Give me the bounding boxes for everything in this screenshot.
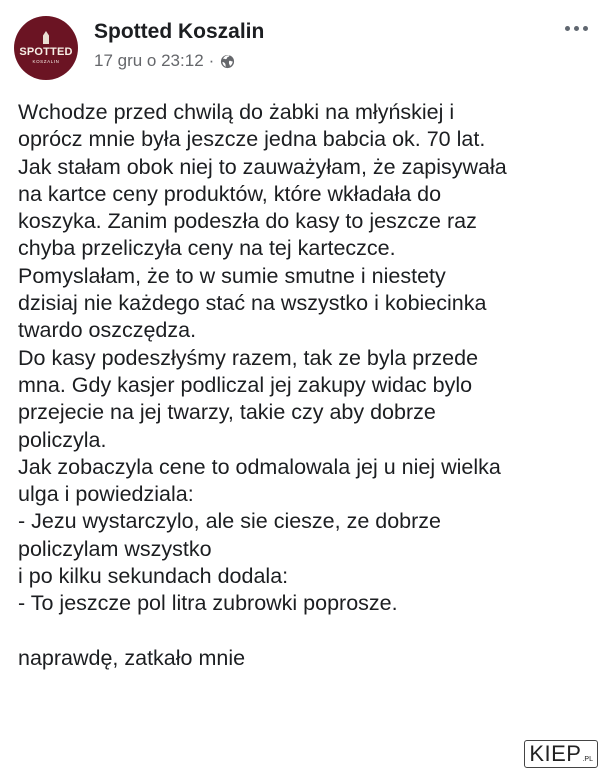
post-text-line: - Jezu wystarczylo, ale sie ciesze, ze dobrze xyxy=(18,509,441,534)
more-dot xyxy=(574,26,579,31)
logo-tower-icon xyxy=(43,31,49,44)
post-text-line: Jak zobaczyla cene to odmalowala jej u niej wielka xyxy=(18,454,501,479)
watermark-sub-text: .PL xyxy=(582,756,593,763)
post-text-line: policzyla. xyxy=(18,427,107,452)
more-dot xyxy=(583,26,588,31)
globe-icon[interactable] xyxy=(220,54,235,69)
post-text-line: Wchodze przed chwilą do żabki na młyńskiej i xyxy=(18,100,455,124)
post-timestamp[interactable]: 17 gru o 23:12 xyxy=(94,51,204,70)
page-name-link[interactable]: Spotted Koszalin xyxy=(94,20,265,43)
post-text xyxy=(18,99,600,672)
kiep-watermark-logo xyxy=(524,740,598,768)
post-text-line: Jak stałam obok niej to zauważyłam, że zapisywała xyxy=(18,154,507,179)
watermark-main-text: KIEP xyxy=(529,741,582,766)
meta-separator: · xyxy=(208,51,215,70)
post-text-line: twardo oszczędza. xyxy=(18,318,197,343)
post-header xyxy=(14,14,596,78)
avatar-logo-subtext: KOSZALIN xyxy=(32,59,60,64)
page-avatar[interactable] xyxy=(14,16,78,80)
post-text-blank-line xyxy=(18,618,600,645)
post-text-line: oprócz mnie była jeszcze jedna babcia ok. 70 lat. xyxy=(18,127,486,152)
post-text-line: chyba przeliczyła ceny na tej karteczce. xyxy=(18,236,396,261)
post-text-line: naprawdę, zatkało mnie xyxy=(18,645,246,670)
post-text-line: koszyka. Zanim podeszła do kasy to jeszcze raz xyxy=(18,209,477,234)
post-text-line: ulga i powiedziala: xyxy=(18,482,194,507)
more-options-icon[interactable] xyxy=(560,16,592,40)
post-text-line: policzylam wszystko xyxy=(18,536,212,561)
post-text-line: mna. Gdy kasjer podliczal jej zakupy widac bylo xyxy=(18,372,473,397)
post-text-line: Pomyslałam, że to w sumie smutne i niestety xyxy=(18,263,446,288)
more-dot xyxy=(565,26,570,31)
post-text-line: Do kasy podeszłyśmy razem, tak ze byla przede xyxy=(18,345,479,370)
post-text-line: i po kilku sekundach dodala: xyxy=(18,564,289,589)
post-text-line: przejecie na jej twarzy, takie czy aby dobrze xyxy=(18,400,436,425)
post-text-line: na kartce ceny produktów, które wkładała do xyxy=(18,181,442,206)
post-text-line: dzisiaj nie każdego stać na wszystko i kobiecinka xyxy=(18,291,487,316)
post-meta xyxy=(94,51,235,71)
post-text-line: - To jeszcze pol litra zubrowki poprosze. xyxy=(18,591,398,616)
avatar-logo-text: SPOTTED xyxy=(19,46,73,58)
